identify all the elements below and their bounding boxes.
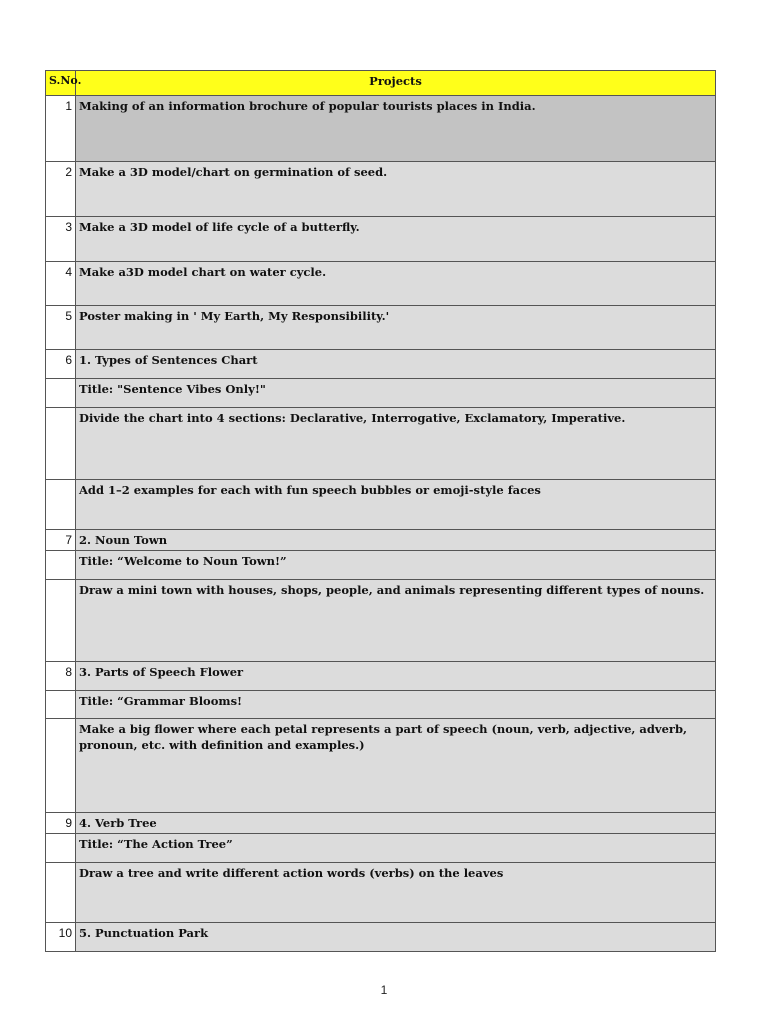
serial-number [46,863,76,923]
project-text: Add 1–2 examples for each with fun speech bubbles or emoji-style faces [76,480,716,530]
project-text: 2. Noun Town [76,530,716,551]
table-row [46,262,716,306]
serial-number: 7 [46,530,76,551]
project-text: Make a big flower where each petal represents a part of speech (noun, verb, adjective, adverb, pronoun, etc. with definition and examples.) [76,719,716,813]
table-header-row [46,71,716,96]
table-row [46,719,716,813]
table-row [46,551,716,580]
table-row [46,379,716,408]
table-row [46,306,716,350]
header-projects: Projects [76,71,716,96]
serial-number: 3 [46,217,76,262]
project-text: Title: “Welcome to Noun Town!” [76,551,716,580]
serial-number: 9 [46,813,76,834]
table-row [46,662,716,691]
serial-number [46,408,76,480]
serial-number [46,834,76,863]
project-text: Make a 3D model/chart on germination of seed. [76,162,716,217]
table-row [46,530,716,551]
serial-number [46,480,76,530]
project-text: Draw a tree and write different action words (verbs) on the leaves [76,863,716,923]
serial-number [46,580,76,662]
project-text: Make a3D model chart on water cycle. [76,262,716,306]
serial-number [46,691,76,719]
projects-table [45,70,716,952]
table-row [46,923,716,952]
project-text: Title: “The Action Tree” [76,834,716,863]
serial-number: 1 [46,96,76,162]
project-text: 3. Parts of Speech Flower [76,662,716,691]
project-text: 4. Verb Tree [76,813,716,834]
table-row [46,813,716,834]
project-text: Make a 3D model of life cycle of a butterfly. [76,217,716,262]
serial-number [46,719,76,813]
page-number: 1 [380,983,388,997]
project-text: Draw a mini town with houses, shops, people, and animals representing different types of nouns. [76,580,716,662]
serial-number: 8 [46,662,76,691]
table-row [46,834,716,863]
serial-number [46,379,76,408]
project-text: 1. Types of Sentences Chart [76,350,716,379]
serial-number: 5 [46,306,76,350]
table-row [46,580,716,662]
table-row [46,217,716,262]
table-row [46,96,716,162]
table-row [46,350,716,379]
table-row [46,408,716,480]
header-serial-number: S.No. [46,71,76,96]
table-row [46,480,716,530]
project-text: Title: "Sentence Vibes Only!" [76,379,716,408]
table-row [46,691,716,719]
serial-number: 2 [46,162,76,217]
project-text: 5. Punctuation Park [76,923,716,952]
project-text: Divide the chart into 4 sections: Declarative, Interrogative, Exclamatory, Imperative. [76,408,716,480]
project-text: Poster making in ' My Earth, My Responsibility.' [76,306,716,350]
serial-number [46,551,76,580]
serial-number: 10 [46,923,76,952]
project-text: Title: “Grammar Blooms! [76,691,716,719]
serial-number: 6 [46,350,76,379]
table-row [46,863,716,923]
serial-number: 4 [46,262,76,306]
table-row [46,162,716,217]
project-text: Making of an information brochure of popular tourists places in India. [76,96,716,162]
